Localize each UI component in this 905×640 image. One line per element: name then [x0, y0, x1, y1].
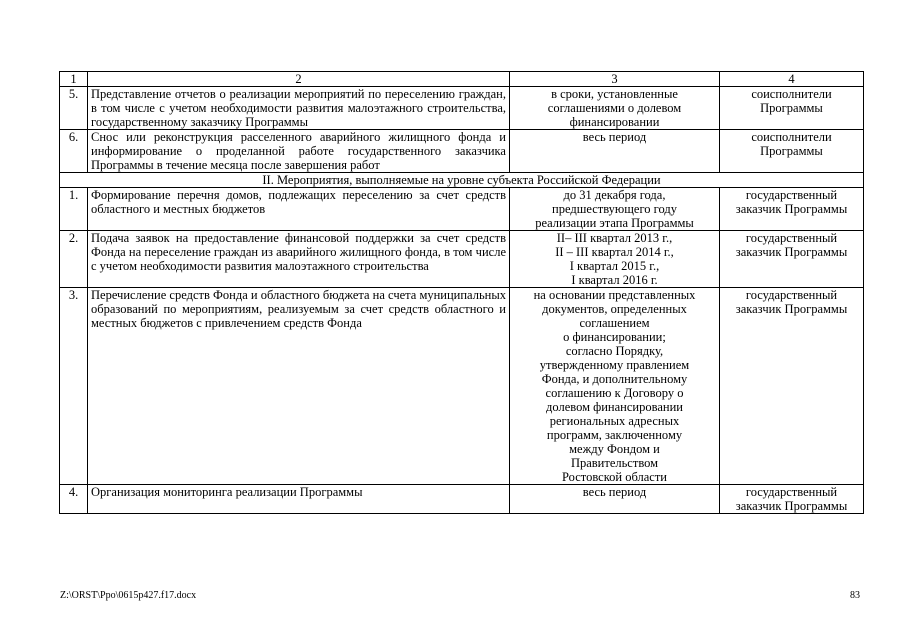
section-heading-row	[60, 173, 864, 188]
row-number: 3.	[60, 288, 88, 485]
header-col-1: 1	[60, 72, 88, 87]
row-executor	[720, 485, 864, 514]
term-line: II– III квартал 2013 г.,	[556, 231, 673, 245]
term-line: I квартал 2015 г.,	[569, 259, 660, 273]
row-measure-text: Формирование перечня домов, подлежащих переселению за счет средств областного и местных бюджетов	[88, 188, 510, 231]
term-line: программ, заключенному	[546, 428, 683, 442]
term-line: весь период	[582, 485, 647, 499]
executor-line: Программы	[760, 144, 823, 158]
executor-line: заказчик Программы	[735, 202, 848, 216]
executor-line: государственный	[745, 231, 838, 245]
header-col-2: 2	[88, 72, 510, 87]
table-row	[60, 231, 864, 288]
executor-line: заказчик Программы	[735, 302, 848, 316]
term-line: документов, определенных	[542, 302, 687, 316]
table-row	[60, 130, 864, 173]
row-executor	[720, 130, 864, 173]
term-line: соглашением	[579, 316, 650, 330]
row-term	[510, 485, 720, 514]
term-line: согласно Порядку,	[565, 344, 664, 358]
header-col-4: 4	[720, 72, 864, 87]
row-number: 4.	[60, 485, 88, 514]
table-header-row	[60, 72, 864, 87]
row-measure-text: Снос или реконструкция расселенного аварийного жилищного фонда и информирование о проделанной работе государственного заказчика Программы в течение месяца после завершения работ	[88, 130, 510, 173]
term-line: реализации этапа Программы	[535, 216, 694, 230]
executor-line: соисполнители	[751, 130, 832, 144]
footer-page-number: 83	[850, 590, 860, 601]
term-line: II – III квартал 2014 г.,	[555, 245, 674, 259]
row-term	[510, 231, 720, 288]
row-executor	[720, 87, 864, 130]
term-line: Ростовской области	[562, 470, 667, 484]
term-line: Правительством	[570, 456, 659, 470]
row-executor	[720, 188, 864, 231]
row-term	[510, 188, 720, 231]
row-number: 5.	[60, 87, 88, 130]
executor-line: государственный	[745, 288, 838, 302]
row-number: 6.	[60, 130, 88, 173]
row-measure-text: Перечисление средств Фонда и областного бюджета на счета муниципальных образований по мероприятиям, реализуемым за счет средств областного и местных бюджетов с привлечением средств Фонда	[88, 288, 510, 485]
row-number: 2.	[60, 231, 88, 288]
header-col-3: 3	[510, 72, 720, 87]
table-row	[60, 288, 864, 485]
row-measure-text: Представление отчетов о реализации мероприятий по переселению граждан, в том числе с учетом необходимости развития малоэтажного строительства, государственному заказчику Программы	[88, 87, 510, 130]
row-executor	[720, 231, 864, 288]
term-line: весь период	[582, 130, 647, 144]
term-line: на основании представленных	[533, 288, 696, 302]
term-line: между Фондом и	[569, 442, 660, 456]
row-number: 1.	[60, 188, 88, 231]
row-executor	[720, 288, 864, 485]
executor-line: заказчик Программы	[735, 245, 848, 259]
term-line: региональных адресных	[549, 414, 680, 428]
row-measure-text: Организация мониторинга реализации Программы	[88, 485, 510, 514]
row-term	[510, 288, 720, 485]
row-term	[510, 130, 720, 173]
footer-file-path: Z:\ORST\Ppo\0615p427.f17.docx	[60, 590, 197, 601]
term-line: о финансировании;	[563, 330, 666, 344]
term-line: предшествующего году	[552, 202, 677, 216]
measures-table	[59, 71, 864, 514]
term-line: в сроки, установленные	[551, 87, 678, 101]
section-title: II. Мероприятия, выполняемые на уровне субъекта Российской Федерации	[60, 173, 864, 188]
table-row	[60, 87, 864, 130]
executor-line: соисполнители	[751, 87, 832, 101]
term-line: финансировании	[569, 115, 660, 129]
executor-line: Программы	[760, 101, 823, 115]
term-line: соглашениями о долевом	[547, 101, 682, 115]
table-row	[60, 188, 864, 231]
row-term	[510, 87, 720, 130]
term-line: соглашению к Договору о	[545, 386, 684, 400]
row-measure-text: Подача заявок на предоставление финансовой поддержки за счет средств Фонда на переселение граждан из аварийного жилищного фонда, в том числе с учетом необходимости развития малоэтажного строительства	[88, 231, 510, 288]
term-line: до 31 декабря года,	[563, 188, 666, 202]
term-line: Фонда, и дополнительному	[541, 372, 688, 386]
executor-line: заказчик Программы	[735, 499, 848, 513]
term-line: утвержденному правлением	[539, 358, 690, 372]
executor-line: государственный	[745, 485, 838, 499]
term-line: I квартал 2016 г.	[571, 273, 658, 287]
term-line: долевом финансировании	[546, 400, 683, 414]
executor-line: государственный	[745, 188, 838, 202]
table-row	[60, 485, 864, 514]
